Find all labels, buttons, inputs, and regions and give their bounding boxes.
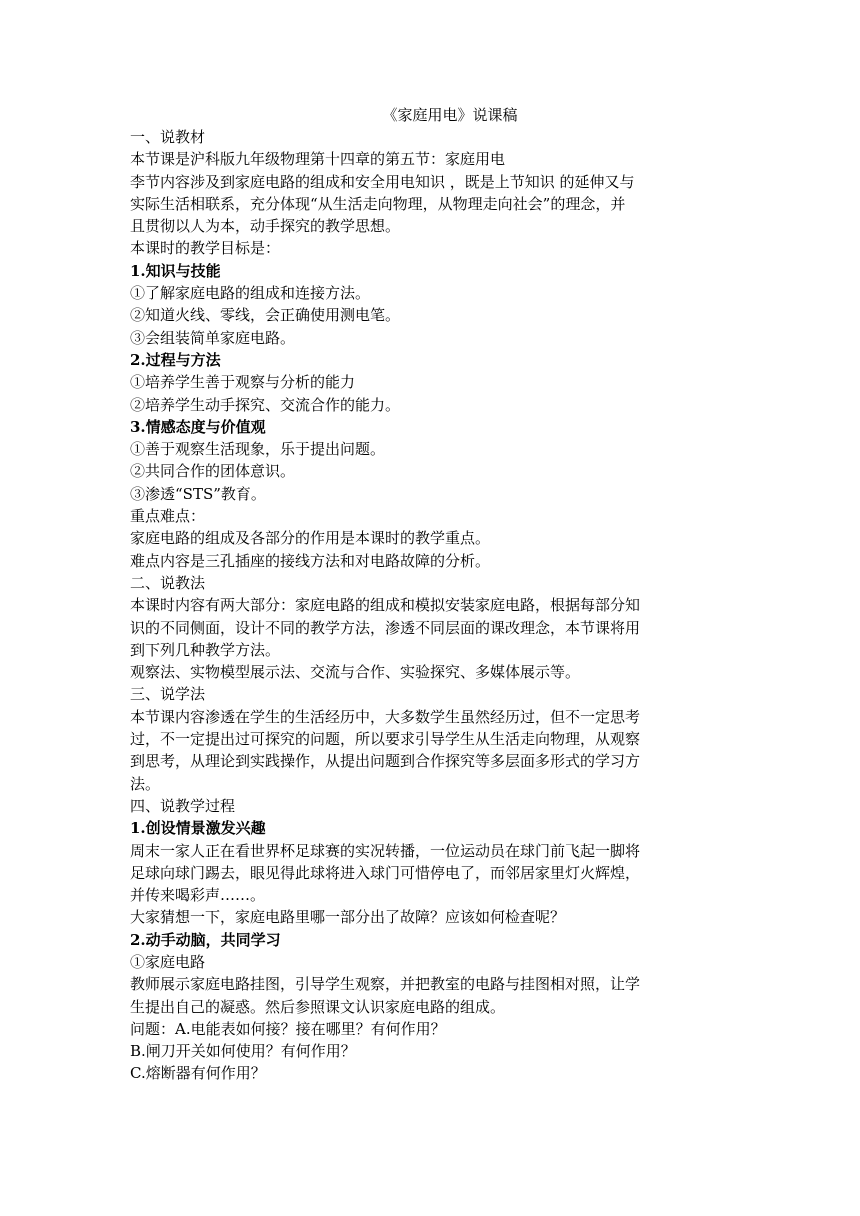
text-line: 周末一家人正在看世界杯足球赛的实况转播，一位运动员在球门前飞起一脚将 <box>130 841 641 860</box>
text-line: 本课时内容有两大部分：家庭电路的组成和模拟安装家庭电路，根据每部分知 <box>130 596 641 615</box>
text-line: 到下列几种教学方法。 <box>130 640 281 659</box>
text-line: ①培养学生善于观察与分析的能力 <box>130 373 356 392</box>
text-line: ③会组装简单家庭电路。 <box>130 328 296 347</box>
text-line: ③渗透“STS”教育。 <box>130 484 266 503</box>
text-line: ①善于观察生活现象，乐于提出问题。 <box>130 440 386 459</box>
text-line: 本课时的教学目标是： <box>130 239 281 258</box>
text-line: 实际生活相联系，充分体现“从生活走向物理，从物理走向社会”的理念，并 <box>130 194 626 213</box>
text-line: 大家猜想一下，家庭电路里哪一部分出了故障？应该如何检查呢？ <box>130 908 566 927</box>
text-line: 3.情感态度与价值观 <box>130 417 266 436</box>
text-line: 家庭电路的组成及各部分的作用是本课时的教学重点。 <box>130 529 491 548</box>
text-line: 且贯彻以人为本，动手探究的教学思想。 <box>130 217 401 236</box>
text-line: 到思考，从理论到实践操作，从提出问题到合作探究等多层面多形式的学习方 <box>130 752 641 771</box>
text-line: 二、说教法 <box>130 573 206 592</box>
document-lines <box>130 126 740 1085</box>
text-line: 生提出自己的凝惑。然后参照课文认识家庭电路的组成。 <box>130 997 506 1016</box>
text-line: ①家庭电路 <box>130 952 206 971</box>
text-line: 三、说学法 <box>130 685 206 704</box>
text-line: B.闸刀开关如何使用？有何作用？ <box>130 1042 356 1061</box>
text-line: 1.创设情景激发兴趣 <box>130 819 266 838</box>
text-line: 四、说教学过程 <box>130 796 236 815</box>
text-line: ②培养学生动手探究、交流合作的能力。 <box>130 395 401 414</box>
text-line: 李节内容涉及到家庭电路的组成和安全用电知识 ，既是上节知识 的延伸又与 <box>130 172 635 191</box>
text-line: ②知道火线、零线，会正确使用测电笔。 <box>130 306 401 325</box>
text-line: 难点内容是三孔插座的接线方法和对电路故障的分析。 <box>130 551 491 570</box>
text-line: 法。 <box>130 774 161 793</box>
text-line: 问题：A.电能表如何接？接在哪里？有何作用？ <box>130 1019 446 1038</box>
text-line: 1.知识与技能 <box>130 261 221 280</box>
text-line: 观察法、实物模型展示法、交流与合作、实验探究、多媒体展示等。 <box>130 663 581 682</box>
text-line: 并传来喝彩声……。 <box>130 886 266 905</box>
text-line: 2.动手动脑，共同学习 <box>130 930 281 949</box>
document-body <box>130 104 740 1085</box>
text-line: C.熔断器有何作用？ <box>130 1064 266 1083</box>
text-line: 本节课是沪科版九年级物理第十四章的第五节：家庭用电 <box>130 150 506 169</box>
text-line: 识的不同侧面，设计不同的教学方法，渗透不同层面的课改理念，本节课将用 <box>130 618 641 637</box>
text-line: 足球向球门踢去，眼见得此球将进入球门可惜停电了，而邻居家里灯火辉煌， <box>130 863 641 882</box>
text-line: 2.过程与方法 <box>130 350 221 369</box>
text-line: 重点难点： <box>130 507 206 526</box>
text-line: ①了解家庭电路的组成和连接方法。 <box>130 284 371 303</box>
text-line: 一、说教材 <box>130 128 206 146</box>
text-line: ②共同合作的团体意识。 <box>130 462 296 481</box>
text-line: 教师展示家庭电路挂图，引导学生观察，并把教室的电路与挂图相对照，让学 <box>130 975 641 994</box>
text-line: 过，不一定提出过可探究的问题，所以要求引导学生从生活走向物理，从观察 <box>130 730 641 749</box>
document-title: 《家庭用电》说课稿 <box>382 106 518 124</box>
text-line: 本节课内容渗透在学生的生活经历中，大多数学生虽然经历过，但不一定思考 <box>130 707 641 726</box>
